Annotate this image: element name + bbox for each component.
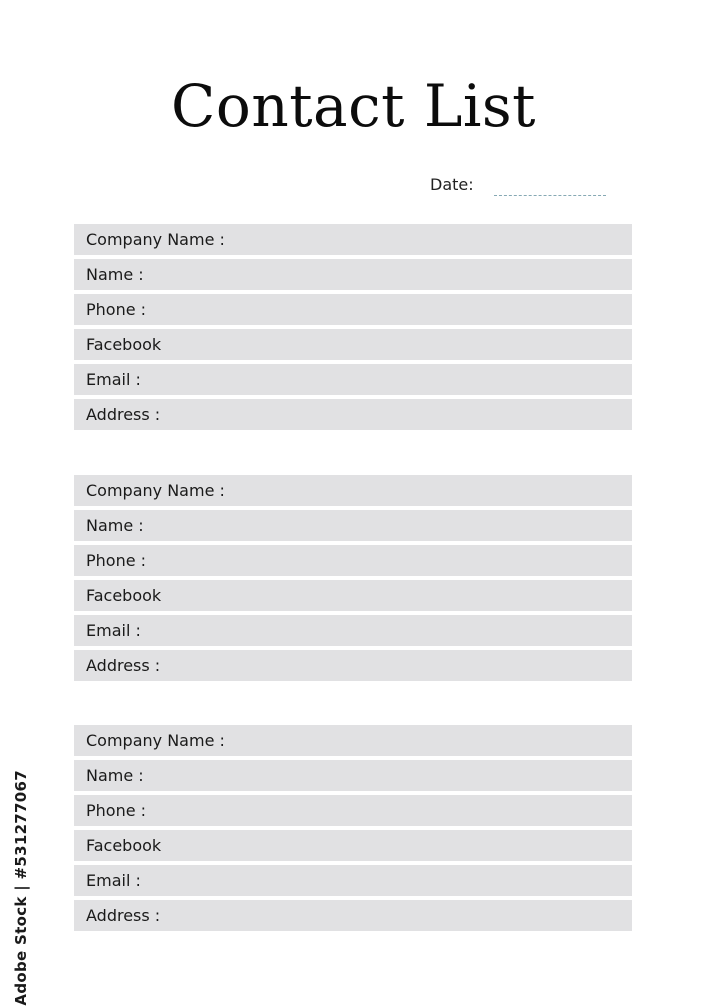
- phone-field[interactable]: Phone :: [74, 294, 632, 325]
- address-field[interactable]: Address :: [74, 650, 632, 681]
- email-field[interactable]: Email :: [74, 364, 632, 395]
- facebook-field[interactable]: Facebook: [74, 580, 632, 611]
- company-name-field[interactable]: Company Name :: [74, 725, 632, 756]
- email-field[interactable]: Email :: [74, 865, 632, 896]
- stock-watermark-id: Adobe Stock | #531277067: [12, 770, 30, 1006]
- company-name-field[interactable]: Company Name :: [74, 475, 632, 506]
- contact-card-2: [74, 475, 632, 681]
- date-input-line[interactable]: [494, 195, 606, 196]
- phone-field[interactable]: Phone :: [74, 545, 632, 576]
- name-field[interactable]: Name :: [74, 259, 632, 290]
- name-field[interactable]: Name :: [74, 760, 632, 791]
- address-field[interactable]: Address :: [74, 900, 632, 931]
- date-label: Date:: [430, 175, 474, 194]
- facebook-field[interactable]: Facebook: [74, 830, 632, 861]
- name-field[interactable]: Name :: [74, 510, 632, 541]
- email-field[interactable]: Email :: [74, 615, 632, 646]
- address-field[interactable]: Address :: [74, 399, 632, 430]
- contact-card-3: [74, 725, 632, 931]
- company-name-field[interactable]: Company Name :: [74, 224, 632, 255]
- phone-field[interactable]: Phone :: [74, 795, 632, 826]
- page-title: Contact List: [171, 72, 536, 140]
- contact-card-1: [74, 224, 632, 430]
- facebook-field[interactable]: Facebook: [74, 329, 632, 360]
